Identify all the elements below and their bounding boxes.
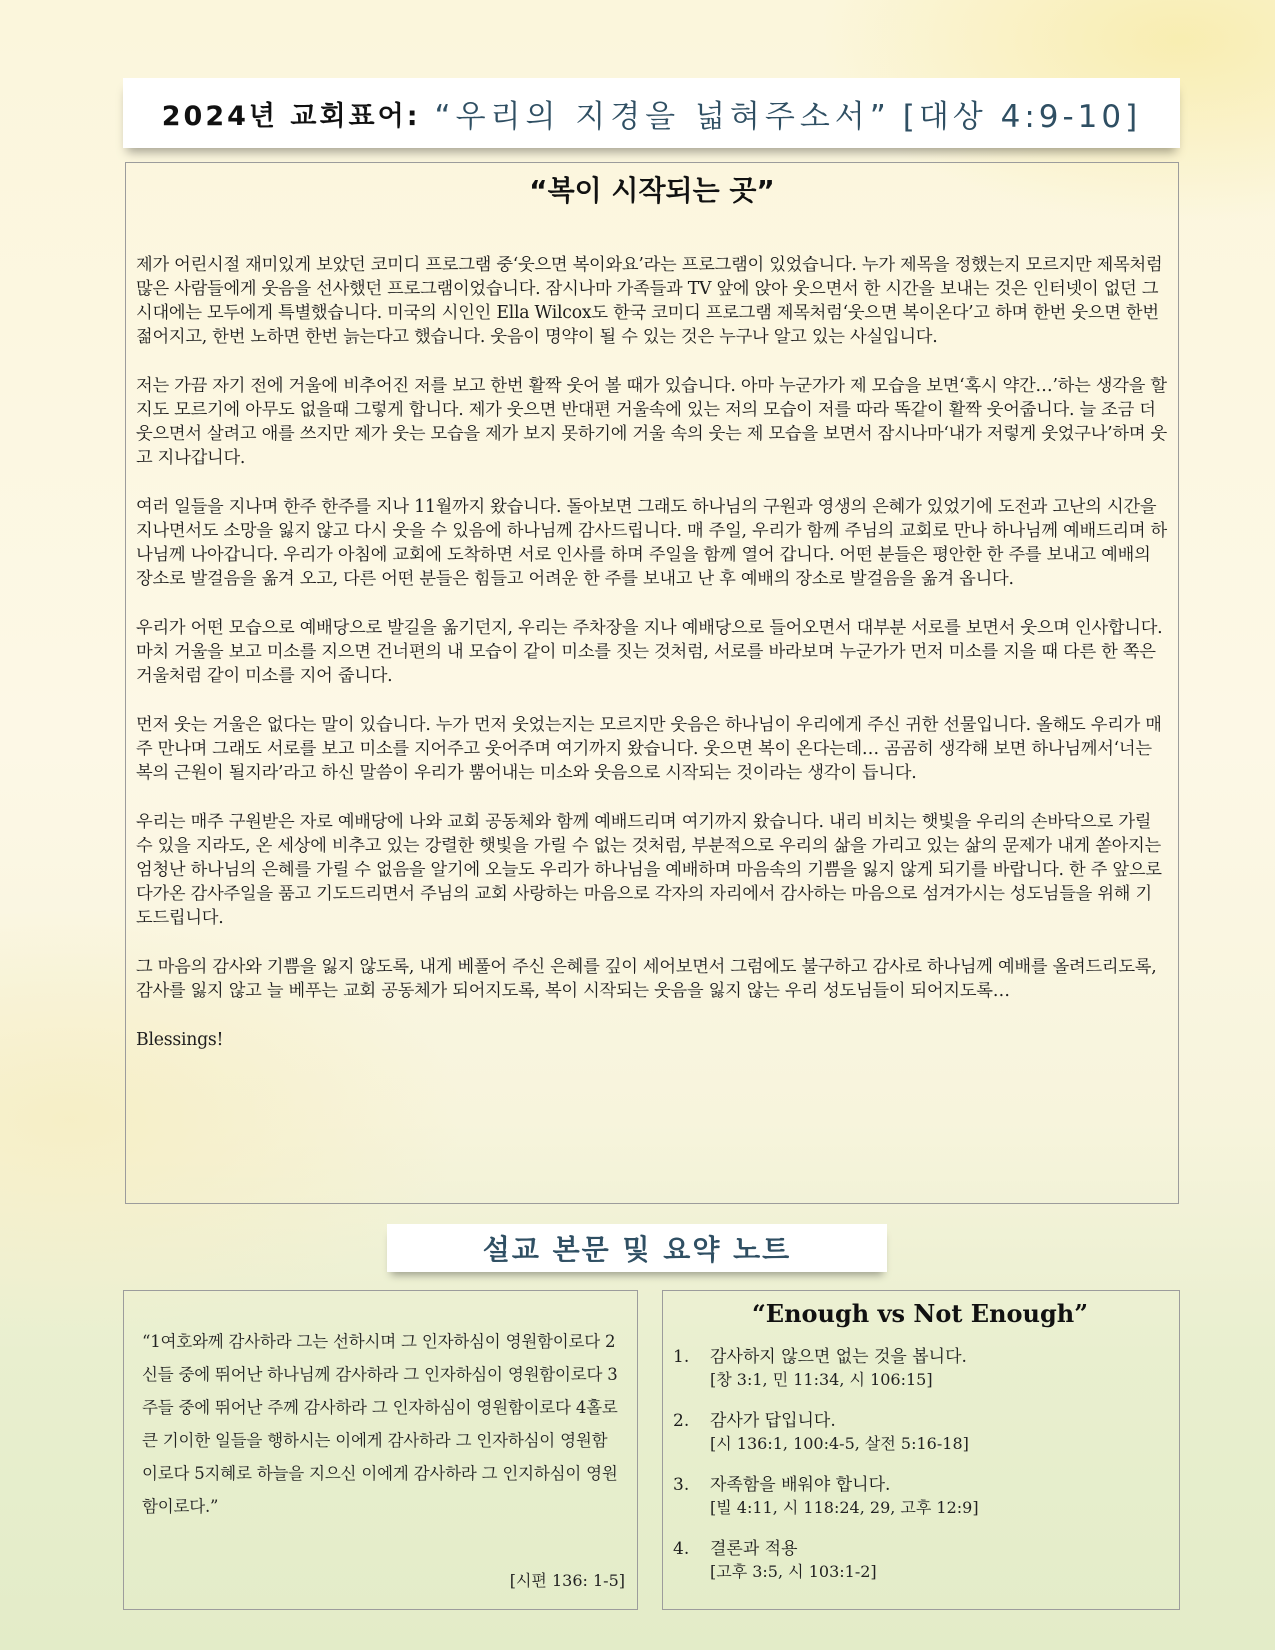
outline-number: 3. [673,1475,690,1495]
outline-reference: [창 3:1, 민 11:34, 시 106:15] [710,1370,933,1389]
outline-reference: [빌 4:11, 시 118:24, 29, 고후 12:9] [710,1498,979,1517]
outline-item [673,1474,1167,1518]
outline-reference: [시 136:1, 100:4-5, 살전 5:16-18] [710,1434,969,1453]
motto-banner [123,78,1180,148]
outline-number: 2. [673,1411,690,1431]
scripture-reference: [시편 136: 1-5] [509,1571,625,1590]
article-paragraph: 우리는 매주 구원받은 자로 예배당에 나와 교회 공동체와 함께 예배드리며 여기까지 왔습니다. 내리 비치는 햇빛을 우리의 손바닥으로 가릴 수 있을 지라도, 온 세상에 비추고 있는 강렬한 햇빛을 가릴 수 없는 것처럼, 부분적으로 우리의 삶을 가리고 있는 삶의 문제가 내게 쏟아지는 엄청난 하나님의 은혜를 가릴 수 없음을 알기에 오늘도 우리가 하나님을 예배하며 마음속의 기쁨을 잃지 않게 되기를 바랍니다. 한 주 앞으로 다가온 감사주일을 품고 기도드리면서 주님의 교회 사랑하는 마음으로 각자의 자리에서 감사하는 마음으로 섬겨가시는 성도님들을 위해 기도드립니다. [136,812,1162,928]
article-closing: Blessings! [136,1030,224,1050]
article-paragraph: 우리가 어떤 모습으로 예배당으로 발길을 옮기던지, 우리는 주차장을 지나 예배당으로 들어오면서 대부분 서로를 보면서 웃으며 인사합니다. 마치 거울을 보고 미소를 지으면 건너편의 내 모습이 같이 미소를 짓는 것처럼, 서로를 바라보며 누군가가 먼저 미소를 지을 때 다른 한 쪽은 거울처럼 같이 미소를 지어 줍니다. [136,618,1163,686]
sermon-title: “Enough vs Not Enough” [751,1299,1089,1328]
article-box [125,162,1179,1204]
motto-text: “우리의 지경을 넓혀주소서” [434,98,891,135]
outline-number: 1. [673,1347,690,1367]
scripture-box [123,1290,638,1610]
outline-item [673,1538,1167,1582]
outline-item [673,1410,1167,1454]
outline-item [673,1346,1167,1390]
article-paragraph: 여러 일들을 지나며 한주 한주를 지나 11월까지 왔습니다. 돌아보면 그래도 하나님의 구원과 영생의 은혜가 있었기에 도전과 고난의 시간을 지나면서도 소망을 잃지 않고 다시 웃을 수 있음에 하나님께 감사드립니다. 매 주일, 우리가 함께 주님의 교회로 만나 하나님께 예배드리며 하나님께 나아갑니다. 우리가 아침에 교회에 도착하면 서로 인사를 하며 주일을 함께 열어 갑니다. 어떤 분들은 평안한 한 주를 보내고 예배의 장소로 발걸음을 옮겨 오고, 다른 어떤 분들은 힘들고 어려운 한 주를 보내고 난 후 예배의 장소로 발걸음을 옮겨 옵니다. [136,497,1167,589]
article-title: “복이 시작되는 곳” [529,174,775,207]
scripture-text: “1여호와께 감사하라 그는 선하시며 그 인자하심이 영원함이로다 2신들 중에 뛰어난 하나님께 감사하라 그 인자하심이 영원함이로다 3주들 중에 뛰어난 주께 감사하라 그 인자하심이 영원함이로다 4홀로 큰 기이한 일들을 행하시는 이에게 감사하라 그 인자하심이 영원함이로다 5지혜로 하늘을 지으신 이에게 감사하라 그 인지하심이 영원함이로다.” [142,1332,618,1516]
outline-point: 감사하지 않으면 없는 것을 봅니다. [710,1347,967,1367]
outline-number: 4. [673,1539,690,1559]
article-paragraph: 저는 가끔 자기 전에 거울에 비추어진 저를 보고 한번 활짝 웃어 볼 때가 있습니다. 아마 누군가가 제 모습을 보면‘혹시 약간…’하는 생각을 할지도 모르기에 아무도 없을때 그렇게 합니다. 제가 웃으면 반대편 거울속에 있는 저의 모습이 저를 따라 똑같이 활짝 웃어줍니다. 늘 조금 더 웃으면서 살려고 애를 쓰지만 제가 웃는 모습을 제가 보지 못하기에 거울 속의 웃는 제 모습을 보면서 잠시나마‘내가 저렇게 웃었구나’하며 웃고 지나갑니다. [136,376,1167,468]
article-paragraph: 그 마음의 감사와 기쁨을 잃지 않도록, 내게 베풀어 주신 은혜를 깊이 세어보면서 그럼에도 불구하고 감사로 하나님께 예배를 올려드리도록, 감사를 잃지 않고 늘 베푸는 교회 공동체가 되어지도록, 복이 시작되는 웃음을 잃지 않는 우리 성도님들이 되어지도록… [136,957,1157,1001]
sermon-notes-heading: 설교 본문 및 요약 노트 [482,1233,792,1266]
outline-reference: [고후 3:5, 시 103:1-2] [710,1562,877,1581]
outline-point: 결론과 적용 [710,1539,798,1559]
outline-list [673,1346,1167,1582]
sermon-notes-banner [387,1224,887,1272]
sermon-outline-box [662,1290,1180,1610]
outline-point: 감사가 답입니다. [710,1411,836,1431]
motto-reference: [대상 4:9-10] [902,98,1142,135]
motto-prefix: 2024년 교회표어: [161,100,421,132]
article-paragraph: 제가 어린시절 재미있게 보았던 코미디 프로그램 중‘웃으면 복이와요’라는 프로그램이 있었습니다. 누가 제목을 정했는지 모르지만 제목처럼 많은 사람들에게 웃음을 선사했던 프로그램이었습니다. 잠시나마 가족들과 TV 앞에 앉아 웃으면서 한 시간을 보내는 것은 인터넷이 없던 그 시대에는 모두에게 특별했습니다. 미국의 시인인 Ella Wilcox도 한국 코미디 프로그램 제목처럼‘웃으면 복이온다’고 하며 한번 웃으면 한번 젊어지고, 한번 노하면 한번 늙는다고 했습니다. 웃음이 명약이 될 수 있는 것은 누구나 알고 있는 사실입니다. [136,255,1163,347]
article-paragraph: 먼저 웃는 거울은 없다는 말이 있습니다. 누가 먼저 웃었는지는 모르지만 웃음은 하나님이 우리에게 주신 귀한 선물입니다. 올해도 우리가 매주 만나며 그래도 서로를 보고 미소를 지어주고 웃어주며 여기까지 왔습니다. 웃으면 복이 온다는데… 곰곰히 생각해 보면 하나님께서‘너는 복의 근원이 될지라’라고 하신 말씀이 우리가 뿜어내는 미소와 웃음으로 시작되는 것이라는 생각이 듭니다. [136,715,1162,783]
outline-point: 자족함을 배워야 합니다. [710,1475,891,1495]
